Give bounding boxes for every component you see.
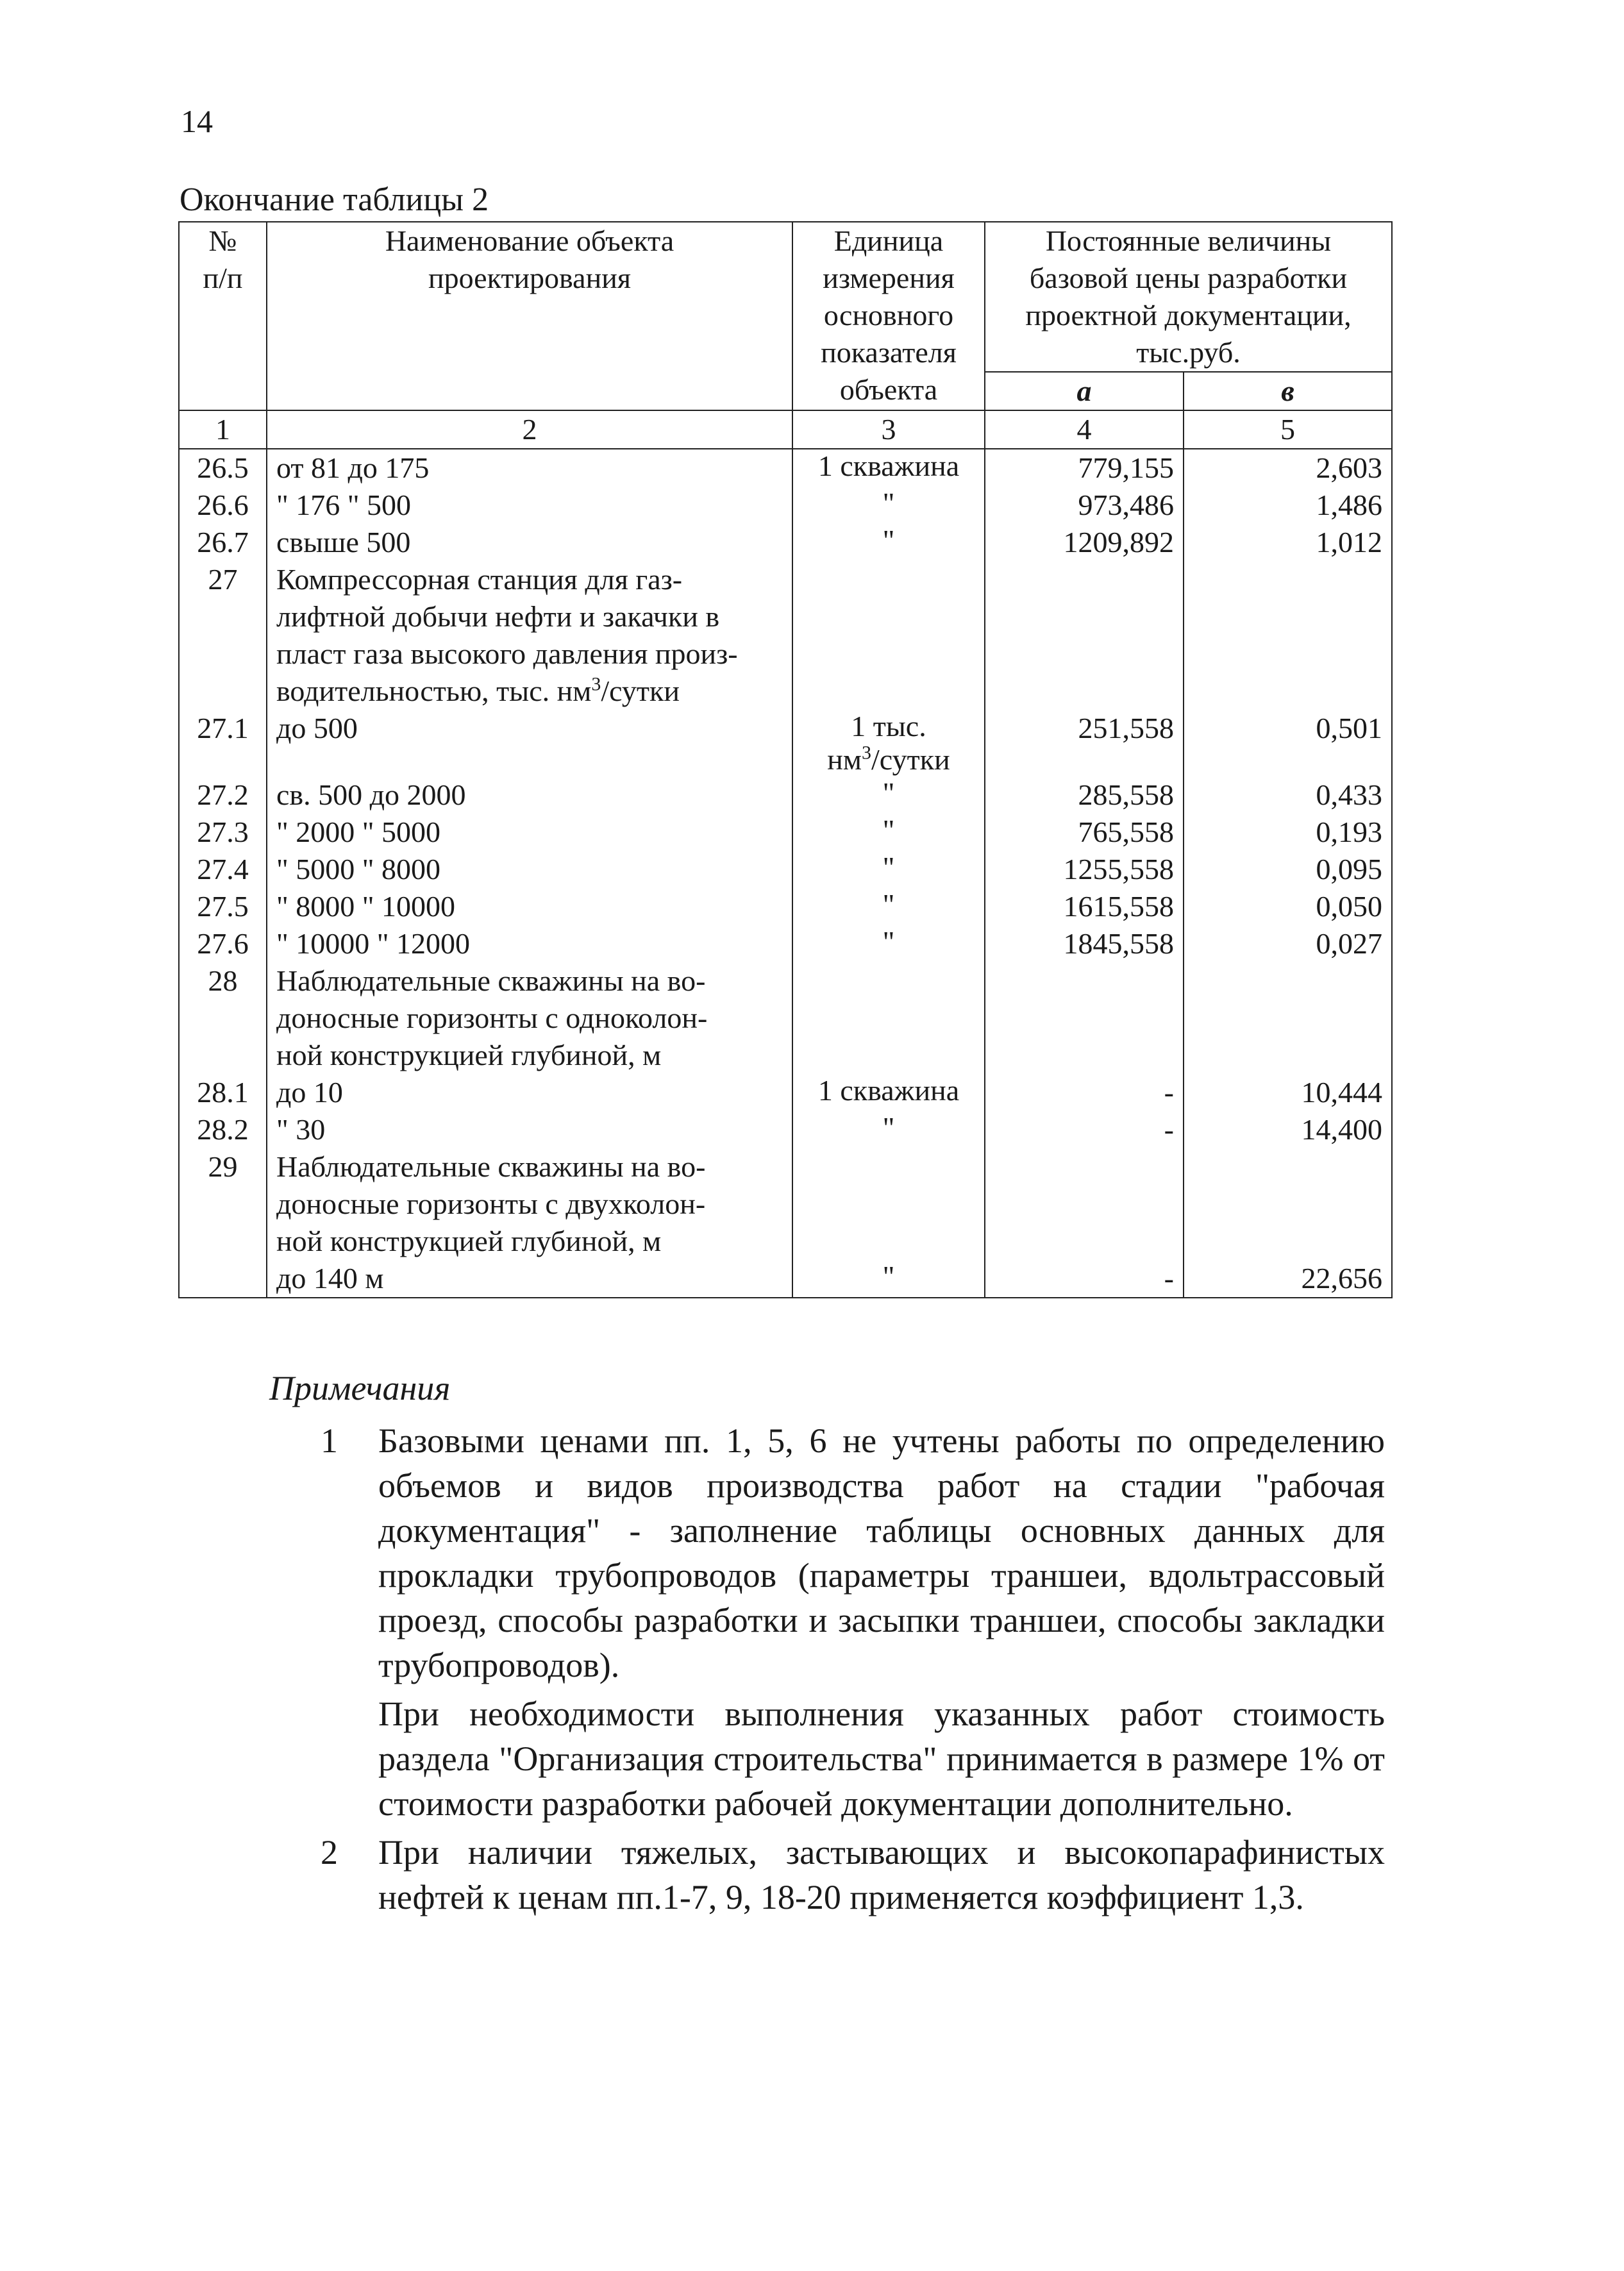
row-number: 27.4 xyxy=(179,851,267,888)
row-value-b: 22,656 xyxy=(1184,1260,1392,1298)
row-value-b: 0,501 xyxy=(1184,710,1392,776)
row-name xyxy=(267,710,792,776)
note-body xyxy=(378,1830,1385,1923)
col-number: 4 xyxy=(985,410,1184,449)
row-value-b: 0,193 xyxy=(1184,814,1392,851)
row-unit-line: $нм^3$/сутки xyxy=(827,742,950,776)
row-unit xyxy=(792,1260,985,1298)
row-name-line: " 8000 " 10000 xyxy=(276,890,456,923)
row-number: 28.1 xyxy=(179,1074,267,1111)
row-value-b: 0,027 xyxy=(1184,925,1392,962)
row-unit-line: " xyxy=(882,524,895,557)
row-unit xyxy=(792,1148,985,1260)
row-name xyxy=(267,814,792,851)
row-value-b xyxy=(1184,962,1392,1074)
table-row xyxy=(179,1148,1392,1260)
row-name-line: ной конструкцией глубиной, м xyxy=(276,1039,662,1071)
row-value-a xyxy=(985,962,1184,1074)
row-number: 27 xyxy=(179,561,267,710)
row-name xyxy=(267,1260,792,1298)
row-number: 29 xyxy=(179,1148,267,1260)
row-value-a xyxy=(985,561,1184,710)
row-number: 28 xyxy=(179,962,267,1074)
row-name xyxy=(267,561,792,710)
row-name-line: Наблюдательные скважины на во- xyxy=(276,1150,706,1183)
row-value-b: 1,012 xyxy=(1184,524,1392,561)
table-row xyxy=(179,524,1392,561)
row-name xyxy=(267,925,792,962)
row-unit-line: " xyxy=(882,851,895,884)
row-name-line: " 10000 " 12000 xyxy=(276,927,471,960)
row-unit xyxy=(792,962,985,1074)
row-unit-line: " xyxy=(882,1260,895,1293)
note-item xyxy=(269,1418,1385,1830)
row-unit xyxy=(792,851,985,888)
row-name-line: до 140 м xyxy=(276,1262,384,1295)
row-unit xyxy=(792,487,985,524)
header-price: Постоянные величины базовой цены разработки проектной документации, тыс.руб. xyxy=(985,222,1392,372)
note-number: 1 xyxy=(321,1421,338,1460)
row-unit-line: " xyxy=(882,925,895,958)
row-name-line: пласт газа высокого давления произ- xyxy=(276,637,738,670)
col-number: 2 xyxy=(267,410,792,449)
row-unit xyxy=(792,888,985,925)
row-name xyxy=(267,1074,792,1111)
row-name xyxy=(267,1148,792,1260)
table-row xyxy=(179,561,1392,710)
row-value-b: 2,603 xyxy=(1184,449,1392,487)
row-number: 28.2 xyxy=(179,1111,267,1148)
row-name-line: Наблюдательные скважины на во- xyxy=(276,964,706,997)
row-unit-line: 1 тыс. xyxy=(851,710,926,742)
row-unit xyxy=(792,925,985,962)
col-number: 5 xyxy=(1184,410,1392,449)
row-name-line: Компрессорная станция для газ- xyxy=(276,563,683,596)
row-number: 27.6 xyxy=(179,925,267,962)
row-value-a: 1845,558 xyxy=(985,925,1184,962)
row-name-line: " 2000 " 5000 xyxy=(276,816,441,848)
note-paragraph: Базовыми ценами пп. 1, 5, 6 не учтены работы по определению объемов и видов производства работ на стадии "рабочая документация" - заполнение таблицы основных данных для прокладки трубопроводов (параметры траншеи, вдольтрассовый проезд, способы разработки и засыпки траншеи, способы закладки трубопроводов). xyxy=(378,1421,1385,1684)
row-name-line: доносные горизонты с двухколон- xyxy=(276,1187,706,1220)
row-name-line: свыше 500 xyxy=(276,526,411,558)
row-name xyxy=(267,851,792,888)
price-table xyxy=(178,221,1393,1298)
row-unit-line: " xyxy=(882,1111,895,1144)
table-row xyxy=(179,1111,1392,1148)
row-value-a: 1255,558 xyxy=(985,851,1184,888)
row-name-line: " 5000 " 8000 xyxy=(276,853,441,885)
row-value-b: 0,095 xyxy=(1184,851,1392,888)
row-unit xyxy=(792,561,985,710)
row-value-a: 779,155 xyxy=(985,449,1184,487)
note-number: 2 xyxy=(321,1833,338,1872)
row-name-line: ной конструкцией глубиной, м xyxy=(276,1225,662,1257)
row-number: 26.7 xyxy=(179,524,267,561)
notes-title: Примечания xyxy=(269,1369,451,1407)
row-name xyxy=(267,487,792,524)
row-unit-line: " xyxy=(882,814,895,846)
row-number: 26.6 xyxy=(179,487,267,524)
row-name-line: до 10 xyxy=(276,1076,343,1109)
row-number xyxy=(179,1260,267,1298)
row-unit-line: " xyxy=(882,776,895,809)
note-paragraph: При необходимости выполнения указанных работ стоимость раздела "Организация строительства" принимается в размере 1% от стоимости разработки рабочей документации дополнительно. xyxy=(378,1695,1385,1823)
row-name-line: до 500 xyxy=(276,712,358,744)
row-unit xyxy=(792,1074,985,1111)
row-value-b: 10,444 xyxy=(1184,1074,1392,1111)
row-unit-line: 1 скважина xyxy=(817,1074,960,1107)
note-paragraph: При наличии тяжелых, застывающих и высокопарафинистых нефтей к ценам пп.1-7, 9, 18-20 применяется коэффициент 1,3. xyxy=(378,1833,1385,1916)
column-numbers-row xyxy=(179,410,1392,449)
row-value-a: 1615,558 xyxy=(985,888,1184,925)
row-value-b: 1,486 xyxy=(1184,487,1392,524)
row-number: 27.3 xyxy=(179,814,267,851)
header-num: № п/п xyxy=(179,222,267,410)
table-row xyxy=(179,1260,1392,1298)
row-value-a: 251,558 xyxy=(985,710,1184,776)
row-name-line: " 176 " 500 xyxy=(276,489,412,521)
row-unit xyxy=(792,1111,985,1148)
note-body xyxy=(378,1418,1385,1830)
row-name-line: св. 500 до 2000 xyxy=(276,778,466,811)
row-name-line: лифтной добычи нефти и закачки в xyxy=(276,600,720,633)
row-value-b xyxy=(1184,561,1392,710)
table-row xyxy=(179,925,1392,962)
col-number: 3 xyxy=(792,410,985,449)
row-number: 26.5 xyxy=(179,449,267,487)
row-name xyxy=(267,1111,792,1148)
table-row xyxy=(179,888,1392,925)
row-value-a: - xyxy=(985,1260,1184,1298)
table-row xyxy=(179,449,1392,487)
row-value-a xyxy=(985,1148,1184,1260)
row-value-a: - xyxy=(985,1111,1184,1148)
row-value-a: 973,486 xyxy=(985,487,1184,524)
row-unit xyxy=(792,710,985,776)
row-name-line: доносные горизонты с одноколон- xyxy=(276,1001,708,1034)
table-row xyxy=(179,710,1392,776)
row-value-a: - xyxy=(985,1074,1184,1111)
row-name-line: водительностью, тыс. $нм^3$/сутки xyxy=(276,673,680,707)
table-row xyxy=(179,487,1392,524)
table-row xyxy=(179,851,1392,888)
row-unit-line: 1 скважина xyxy=(817,449,960,482)
row-name xyxy=(267,449,792,487)
header-sub-b: в xyxy=(1184,372,1392,410)
row-value-a: 765,558 xyxy=(985,814,1184,851)
table-caption: Окончание таблицы 2 xyxy=(180,181,489,218)
row-value-b: 0,433 xyxy=(1184,776,1392,814)
notes-section xyxy=(269,1366,1385,1923)
row-name xyxy=(267,888,792,925)
header-sub-a: а xyxy=(985,372,1184,410)
table-row xyxy=(179,962,1392,1074)
row-unit xyxy=(792,449,985,487)
table-row xyxy=(179,1074,1392,1111)
row-name xyxy=(267,962,792,1074)
row-unit-line: " xyxy=(882,888,895,921)
row-name xyxy=(267,524,792,561)
row-value-b: 14,400 xyxy=(1184,1111,1392,1148)
page-number: 14 xyxy=(181,103,213,139)
table-row xyxy=(179,776,1392,814)
row-number: 27.2 xyxy=(179,776,267,814)
row-number: 27.1 xyxy=(179,710,267,776)
row-unit xyxy=(792,776,985,814)
row-value-b: 0,050 xyxy=(1184,888,1392,925)
header-unit: Единица измерения основного показателя объекта xyxy=(792,222,985,410)
col-number: 1 xyxy=(179,410,267,449)
row-unit xyxy=(792,814,985,851)
table-row xyxy=(179,814,1392,851)
row-unit-line: " xyxy=(882,487,895,519)
row-number: 27.5 xyxy=(179,888,267,925)
row-name-line: от 81 до 175 xyxy=(276,451,430,484)
row-name-line: " 30 xyxy=(276,1113,326,1146)
row-name xyxy=(267,776,792,814)
header-name: Наименование объекта проектирования xyxy=(267,222,792,410)
row-unit xyxy=(792,524,985,561)
note-item xyxy=(269,1830,1385,1923)
row-value-a: 285,558 xyxy=(985,776,1184,814)
row-value-b xyxy=(1184,1148,1392,1260)
table-header-row xyxy=(179,222,1392,372)
row-value-a: 1209,892 xyxy=(985,524,1184,561)
